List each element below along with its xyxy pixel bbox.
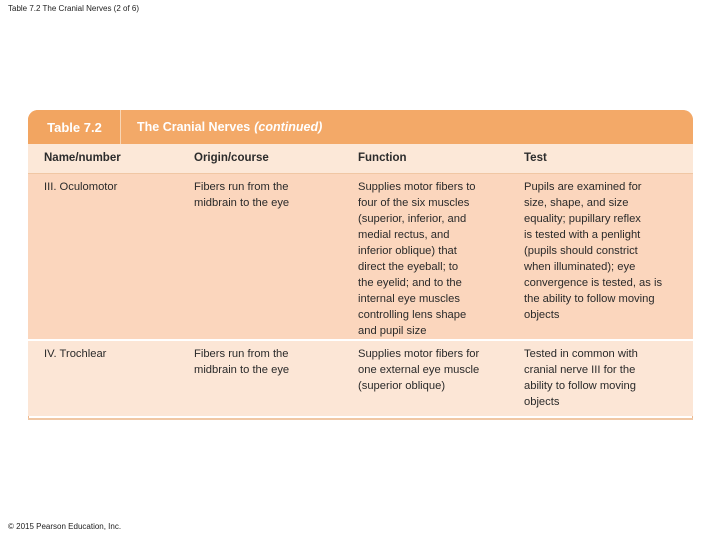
column-header-origin: Origin/course: [194, 152, 269, 164]
column-header-name: Name/number: [44, 152, 121, 164]
copyright-footer: © 2015 Pearson Education, Inc.: [8, 522, 122, 531]
column-header-test: Test: [524, 152, 547, 164]
table-row: [28, 174, 693, 339]
column-header-function: Function: [358, 152, 407, 164]
cell-name: III. Oculomotor: [44, 181, 118, 193]
cranial-nerves-table: [28, 110, 693, 420]
table-title: [137, 110, 322, 144]
cell-name: IV. Trochlear: [44, 348, 107, 360]
cell-test: Tested in common with cranial nerve III for the ability to follow moving objects: [524, 348, 638, 408]
cell-origin: Fibers run from the midbrain to the eye: [194, 181, 290, 209]
cell-function: Supplies motor fibers for one external eye muscle (superior oblique): [358, 348, 480, 392]
cell-test: Pupils are examined for size, shape, and size equality; pupillary reflex is tested with a penlight (pupils should constrict when illuminated); eye convergence is tested, as is the ability to follow moving objects: [524, 181, 663, 321]
slide-title: Table 7.2 The Cranial Nerves (2 of 6): [8, 4, 140, 13]
cell-origin: Fibers run from the midbrain to the eye: [194, 348, 290, 376]
table-number: Table 7.2: [28, 110, 121, 144]
table-title-text: The Cranial Nerves: [137, 120, 251, 134]
table-bottom-rule: [28, 418, 693, 420]
table-row: [28, 341, 693, 416]
table-header-bar: [28, 110, 693, 144]
table-title-suffix: (continued): [254, 120, 323, 134]
cell-function: Supplies motor fibers to four of the six muscles (superior, inferior, and medial rectus, and inferior oblique) that direct the eyeball; to the eyelid; and to the internal eye muscles controlling lens shape and pupil size: [358, 181, 476, 337]
column-header-row: [28, 144, 693, 174]
